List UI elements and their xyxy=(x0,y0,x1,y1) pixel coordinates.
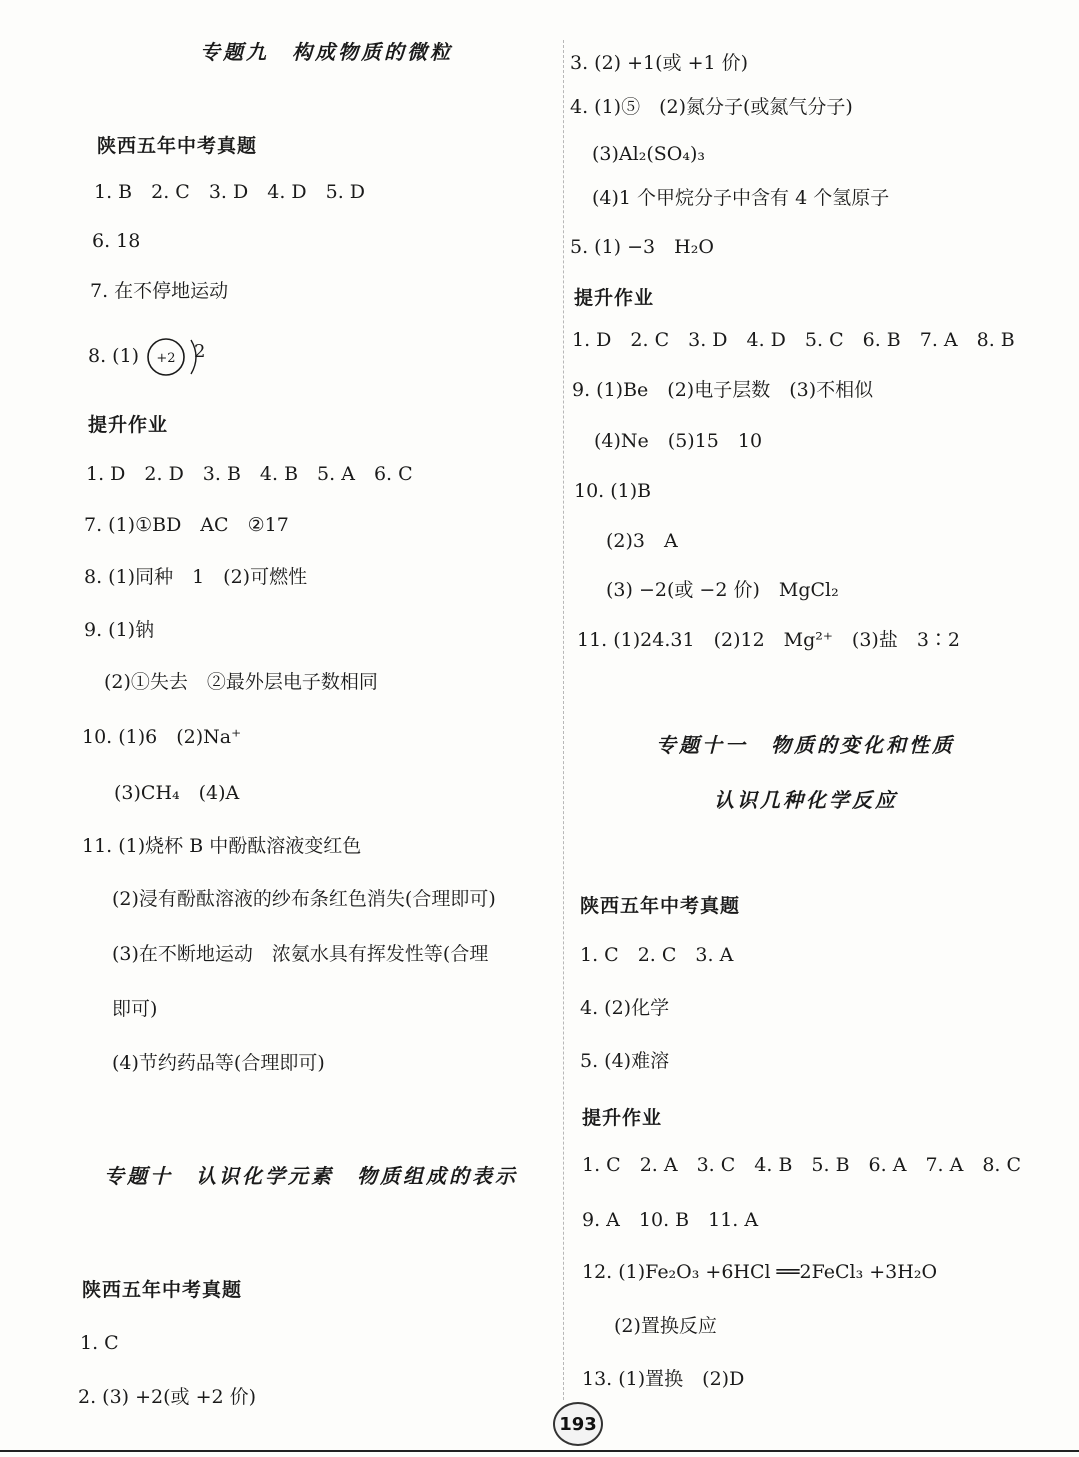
shell-electron-count: 2 xyxy=(194,341,206,362)
answer-line: 5. (1) −3 H₂O xyxy=(570,236,714,258)
answer-line: (2)3 A xyxy=(606,530,678,552)
answer-line: 5. (4)难溶 xyxy=(580,1050,670,1072)
answer-line: 即可) xyxy=(112,998,158,1020)
atom-structure-diagram xyxy=(145,336,187,378)
column-divider xyxy=(563,40,564,1400)
topic-11-subtitle: 认识几种化学反应 xyxy=(714,788,898,812)
answer-line: 1. C xyxy=(80,1332,119,1354)
answer-line: 9. (1)钠 xyxy=(84,619,155,641)
answer-line: (3)CH₄ (4)A xyxy=(114,782,240,804)
answer-line: 4. (2)化学 xyxy=(580,997,670,1019)
section-heading-improvement: 提升作业 xyxy=(574,287,655,309)
answer-line: 7. (1)①BD AC ②17 xyxy=(84,514,289,536)
answer-line: 8. (1)同种 1 (2)可燃性 xyxy=(84,566,308,588)
answer-line: (3)Al₂(SO₄)₃ xyxy=(592,143,705,165)
topic-11-title: 专题十一 物质的变化和性质 xyxy=(656,733,955,757)
section-heading-improvement: 提升作业 xyxy=(582,1107,663,1129)
section-heading-shaanxi-exams: 陕西五年中考真题 xyxy=(97,135,258,157)
atom-diagram-svg xyxy=(145,336,187,378)
answer-line: 1. B 2. C 3. D 4. D 5. D xyxy=(94,181,366,203)
answer-line: 12. (1)Fe₂O₃ +6HCl ══2FeCl₃ +3H₂O xyxy=(582,1261,938,1283)
topic-10-title: 专题十 认识化学元素 物质组成的表示 xyxy=(104,1164,518,1188)
answer-line: (4)节约药品等(合理即可) xyxy=(112,1052,325,1074)
answer-line: 11. (1)烧杯 B 中酚酞溶液变红色 xyxy=(82,835,362,857)
answer-line: (2)置换反应 xyxy=(614,1315,717,1337)
answer-line: 4. (1)⑤ (2)氮分子(或氮气分子) xyxy=(570,96,853,118)
answer-line: (4)Ne (5)15 10 xyxy=(594,430,763,452)
answer-line: (4)1 个甲烷分子中含有 4 个氢原子 xyxy=(592,187,890,209)
answer-line: 9. (1)Be (2)电子层数 (3)不相似 xyxy=(572,379,874,401)
answer-line: 1. D 2. D 3. B 4. B 5. A 6. C xyxy=(86,463,413,485)
answer-line: (3)在不断地运动 浓氨水具有挥发性等(合理 xyxy=(112,943,489,965)
answer-line: 13. (1)置换 (2)D xyxy=(582,1368,745,1390)
answer-line: 6. 18 xyxy=(92,230,141,252)
answer-line: (3) −2(或 −2 价) MgCl₂ xyxy=(606,579,839,601)
nucleus-charge: +2 xyxy=(156,351,176,366)
section-heading-shaanxi-exams: 陕西五年中考真题 xyxy=(82,1279,243,1301)
answer-line: 8. (1) xyxy=(88,345,140,367)
page-number-badge: 193 xyxy=(553,1402,603,1446)
answer-line: 9. A 10. B 11. A xyxy=(582,1209,759,1231)
section-heading-shaanxi-exams: 陕西五年中考真题 xyxy=(580,895,741,917)
answer-line: 1. C 2. C 3. A xyxy=(580,944,734,966)
answer-line: (2)①失去 ②最外层电子数相同 xyxy=(104,671,378,693)
answer-line: 7. 在不停地运动 xyxy=(90,280,229,302)
answer-line: 10. (1)B xyxy=(574,480,652,502)
answer-line: 1. D 2. C 3. D 4. D 5. C 6. B 7. A 8. B xyxy=(572,329,1015,351)
topic-9-title: 专题九 构成物质的微粒 xyxy=(200,40,453,64)
bottom-rule xyxy=(0,1450,1079,1452)
answer-line: 1. C 2. A 3. C 4. B 5. B 6. A 7. A 8. C xyxy=(582,1154,1022,1176)
section-heading-improvement: 提升作业 xyxy=(88,414,169,436)
answer-line: 2. (3) +2(或 +2 价) xyxy=(78,1386,257,1408)
answer-line: 3. (2) +1(或 +1 价) xyxy=(570,52,749,74)
answer-line: (2)浸有酚酞溶液的纱布条红色消失(合理即可) xyxy=(112,888,496,910)
answer-line: 11. (1)24.31 (2)12 Mg²⁺ (3)盐 3∶2 xyxy=(577,629,961,651)
answer-line: 10. (1)6 (2)Na⁺ xyxy=(82,726,242,748)
